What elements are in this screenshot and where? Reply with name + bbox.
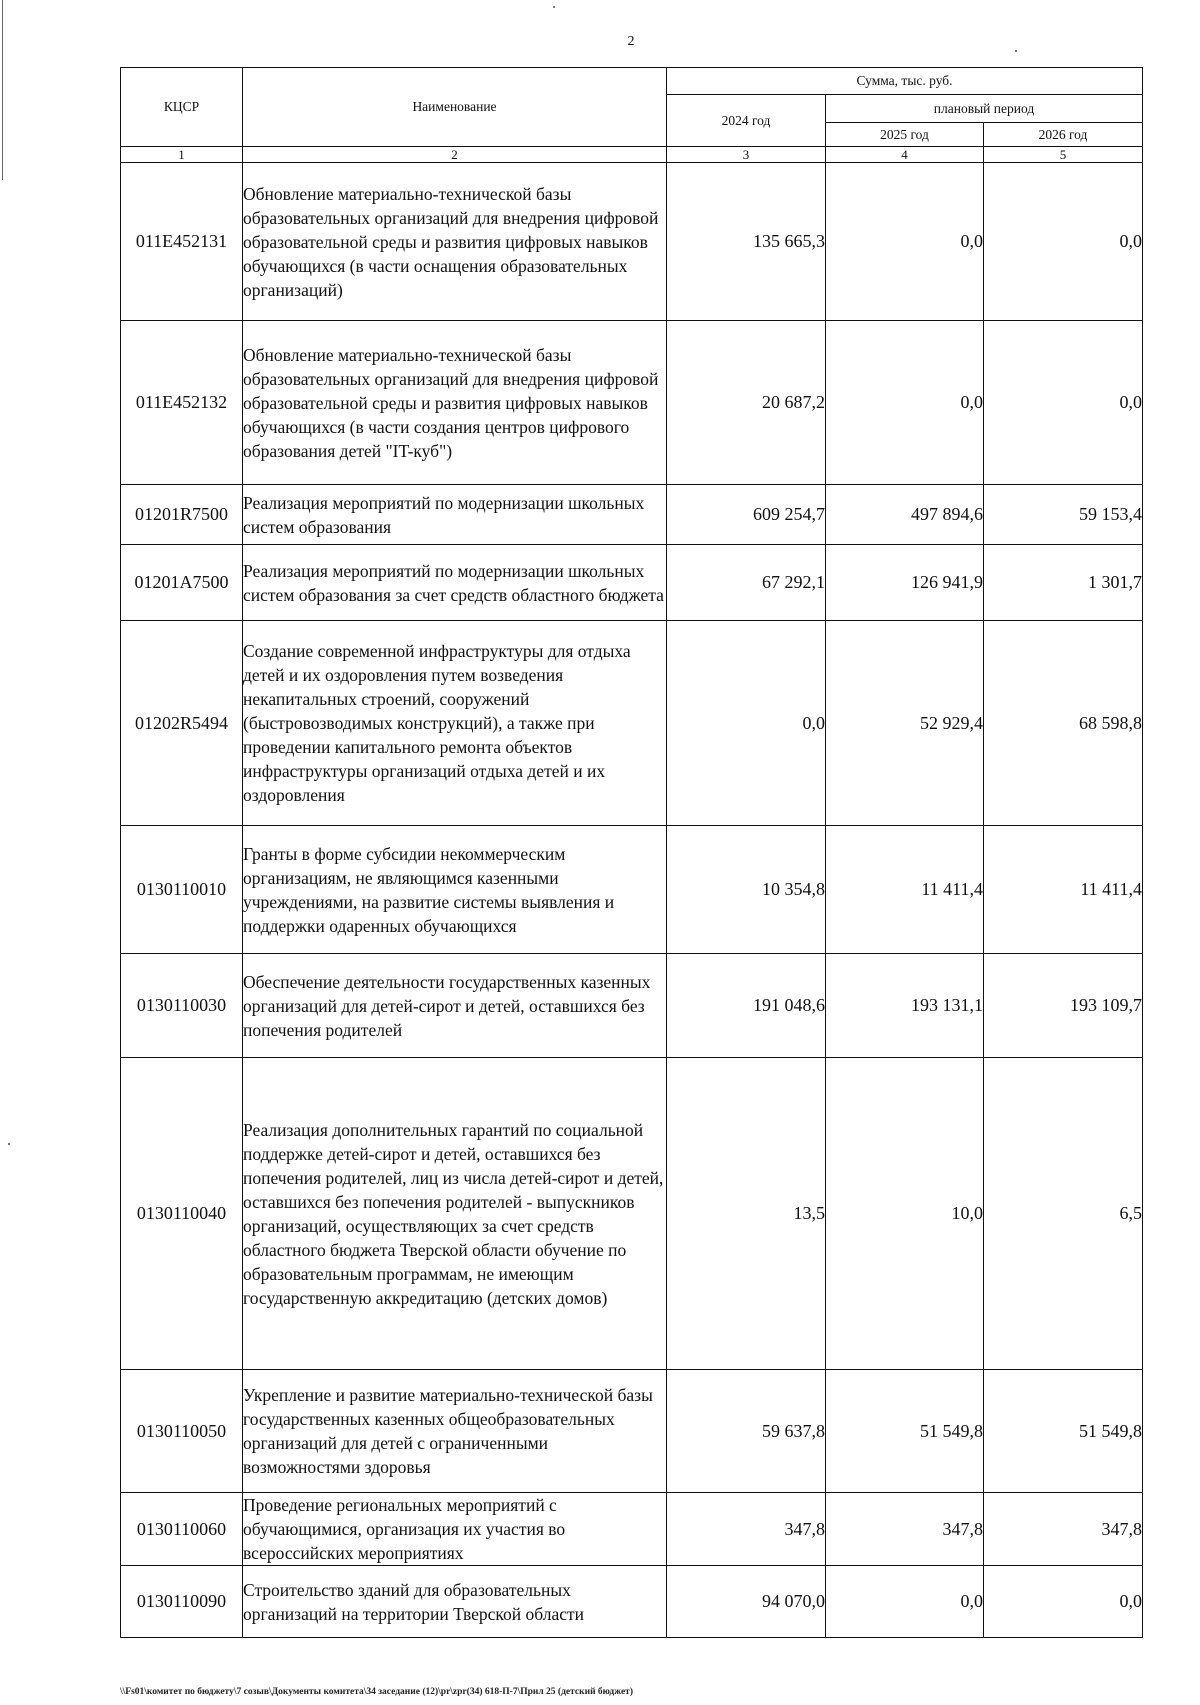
value-2025: 497 894,6 bbox=[826, 485, 984, 545]
column-number: 3 bbox=[667, 147, 826, 163]
scan-margin-line bbox=[2, 0, 3, 180]
value-2026: 68 598,8 bbox=[984, 621, 1143, 826]
header-kcsr: КЦСР bbox=[121, 68, 243, 147]
value-2025: 11 411,4 bbox=[826, 826, 984, 954]
value-2026: 0,0 bbox=[984, 321, 1143, 485]
value-2025: 0,0 bbox=[826, 1566, 984, 1638]
table-row bbox=[121, 1566, 1143, 1638]
table-row bbox=[121, 1058, 1143, 1370]
header-year-2026: 2026 год bbox=[984, 123, 1143, 147]
row-name: Реализация дополнительных гарантий по социальной поддержке детей-сирот и детей, оставшихся без попечения родителей, лиц из числа детей-сирот и детей, оставшихся без попечения родителей - выпускников организаций, осуществляющих за счет средств областного бюджета Тверской области обучение по образовательным программам, не имеющим государственную аккредитацию (детских домов) bbox=[243, 1058, 667, 1370]
value-2024: 347,8 bbox=[667, 1493, 826, 1566]
value-2024: 13,5 bbox=[667, 1058, 826, 1370]
value-2026: 0,0 bbox=[984, 1566, 1143, 1638]
value-2025: 347,8 bbox=[826, 1493, 984, 1566]
value-2026: 6,5 bbox=[984, 1058, 1143, 1370]
value-2024: 191 048,6 bbox=[667, 954, 826, 1058]
scan-speck bbox=[553, 6, 555, 8]
header-name: Наименование bbox=[243, 68, 667, 147]
value-2026: 347,8 bbox=[984, 1493, 1143, 1566]
kcsr-code: 01201A7500 bbox=[121, 545, 243, 621]
table-row bbox=[121, 163, 1143, 321]
kcsr-code: 0130110060 bbox=[121, 1493, 243, 1566]
budget-table bbox=[120, 67, 1143, 1638]
page-number: 2 bbox=[627, 34, 635, 49]
kcsr-code: 011E452132 bbox=[121, 321, 243, 485]
header-sum: Сумма, тыс. руб. bbox=[667, 68, 1143, 95]
row-name: Строительство зданий для образовательных организаций на территории Тверской области bbox=[243, 1566, 667, 1638]
value-2024: 609 254,7 bbox=[667, 485, 826, 545]
table-row bbox=[121, 485, 1143, 545]
column-number: 5 bbox=[984, 147, 1143, 163]
value-2026: 193 109,7 bbox=[984, 954, 1143, 1058]
kcsr-code: 0130110090 bbox=[121, 1566, 243, 1638]
value-2024: 59 637,8 bbox=[667, 1370, 826, 1493]
value-2025: 51 549,8 bbox=[826, 1370, 984, 1493]
kcsr-code: 0130110010 bbox=[121, 826, 243, 954]
value-2024: 0,0 bbox=[667, 621, 826, 826]
row-name: Проведение региональных мероприятий с обучающимися, организация их участия во всероссийских мероприятиях bbox=[243, 1493, 667, 1566]
kcsr-code: 0130110040 bbox=[121, 1058, 243, 1370]
value-2024: 67 292,1 bbox=[667, 545, 826, 621]
value-2024: 135 665,3 bbox=[667, 163, 826, 321]
row-name: Реализация мероприятий по модернизации школьных систем образования bbox=[243, 485, 667, 545]
row-name: Создание современной инфраструктуры для отдыха детей и их оздоровления путем возведения некапитальных строений, сооружений (быстровозводимых конструкций), а также при проведении капитального ремонта объектов инфраструктуры организаций отдыха детей и их оздоровления bbox=[243, 621, 667, 826]
value-2025: 0,0 bbox=[826, 321, 984, 485]
table-row bbox=[121, 321, 1143, 485]
footer-file-path: \\Fs01\комитет по бюджету\7 созыв\Документы комитета\34 заседание (12)\pr\zpr(34) 618-П-7\Прил 25 (детский бюджет) bbox=[120, 1687, 633, 1697]
table-row bbox=[121, 1370, 1143, 1493]
value-2026: 1 301,7 bbox=[984, 545, 1143, 621]
table-row bbox=[121, 954, 1143, 1058]
value-2026: 11 411,4 bbox=[984, 826, 1143, 954]
row-name: Гранты в форме субсидии некоммерческим организациям, не являющимся казенными учреждениями, на развитие системы выявления и поддержки одаренных обучающихся bbox=[243, 826, 667, 954]
kcsr-code: 011E452131 bbox=[121, 163, 243, 321]
value-2024: 10 354,8 bbox=[667, 826, 826, 954]
scan-speck bbox=[1015, 50, 1017, 52]
value-2025: 0,0 bbox=[826, 163, 984, 321]
value-2024: 20 687,2 bbox=[667, 321, 826, 485]
column-number: 1 bbox=[121, 147, 243, 163]
row-name: Обновление материально-технической базы образовательных организаций для внедрения цифровой образовательной среды и развития цифровых навыков обучающихся (в части создания центров цифрового образования детей "IT-куб") bbox=[243, 321, 667, 485]
column-number: 2 bbox=[243, 147, 667, 163]
value-2026: 0,0 bbox=[984, 163, 1143, 321]
row-name: Реализация мероприятий по модернизации школьных систем образования за счет средств областного бюджета bbox=[243, 545, 667, 621]
value-2025: 10,0 bbox=[826, 1058, 984, 1370]
kcsr-code: 01202R5494 bbox=[121, 621, 243, 826]
kcsr-code: 0130110030 bbox=[121, 954, 243, 1058]
value-2025: 52 929,4 bbox=[826, 621, 984, 826]
value-2025: 126 941,9 bbox=[826, 545, 984, 621]
value-2024: 94 070,0 bbox=[667, 1566, 826, 1638]
value-2025: 193 131,1 bbox=[826, 954, 984, 1058]
table-row bbox=[121, 826, 1143, 954]
kcsr-code: 0130110050 bbox=[121, 1370, 243, 1493]
header-year-2025: 2025 год bbox=[826, 123, 984, 147]
row-name: Обновление материально-технической базы образовательных организаций для внедрения цифровой образовательной среды и развития цифровых навыков обучающихся (в части оснащения образовательных организаций) bbox=[243, 163, 667, 321]
table-row bbox=[121, 1493, 1143, 1566]
value-2026: 59 153,4 bbox=[984, 485, 1143, 545]
row-name: Укрепление и развитие материально-технической базы государственных казенных общеобразовательных организаций для детей с ограниченными возможностями здоровья bbox=[243, 1370, 667, 1493]
table-row bbox=[121, 545, 1143, 621]
value-2026: 51 549,8 bbox=[984, 1370, 1143, 1493]
row-name: Обеспечение деятельности государственных казенных организаций для детей-сирот и детей, оставшихся без попечения родителей bbox=[243, 954, 667, 1058]
header-year-2024: 2024 год bbox=[667, 95, 826, 147]
header-planned-period: плановый период bbox=[826, 95, 1143, 123]
scan-speck bbox=[8, 1143, 10, 1145]
column-number: 4 bbox=[826, 147, 984, 163]
table-row bbox=[121, 621, 1143, 826]
kcsr-code: 01201R7500 bbox=[121, 485, 243, 545]
